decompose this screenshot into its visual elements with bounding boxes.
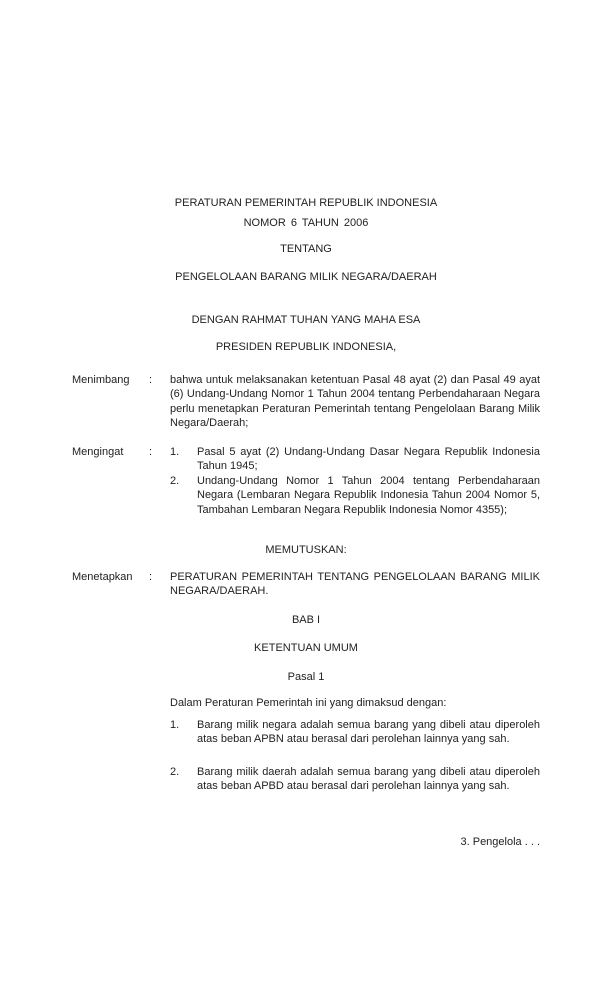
regulation-number: NOMOR 6 TAHUN 2006 [243, 217, 369, 229]
menimbang-text: bahwa untuk melaksanakan ketentuan Pasal 48 ayat (2) dan Pasal 49 ayat (6) Undang-Undang Nomor 1 Tahun 2004 tentang Perbendaharaan Negara perlu menetapkan Peraturan Pemerintah tentang Pengelolaan Barang Milik Negara/Daerah; [170, 374, 540, 429]
president-heading: PRESIDEN REPUBLIK INDONESIA, [215, 341, 397, 353]
mengingat-item-text: Undang-Undang Nomor 1 Tahun 2004 tentang Perbendaharaan Negara (Lembaran Negara Republik Indonesia Tahun 2004 Nomor 5, Tambahan Lembaran Negara Republik Indonesia Nomor 4355); [197, 475, 540, 516]
about-heading: TENTANG [280, 243, 332, 255]
definition-number: 1. [170, 719, 180, 731]
document-title: PERATURAN PEMERINTAH REPUBLIK INDONESIA [174, 197, 438, 209]
mengingat-label: Mengingat [72, 446, 124, 458]
regulation-subject: PENGELOLAAN BARANG MILIK NEGARA/DAERAH [175, 271, 437, 283]
mengingat-colon: : [149, 446, 153, 458]
page-continuation: 3. Pengelola . . . [460, 836, 540, 848]
menimbang-colon: : [149, 374, 153, 386]
menetapkan-text: PERATURAN PEMERINTAH TENTANG PENGELOLAAN BARANG MILIK NEGARA/DAERAH. [170, 571, 540, 598]
definition-number: 2. [170, 766, 180, 778]
chapter-title: KETENTUAN UMUM [254, 642, 358, 654]
invocation: DENGAN RAHMAT TUHAN YANG MAHA ESA [191, 314, 421, 326]
mengingat-item-number: 2. [170, 475, 180, 487]
menetapkan-colon: : [149, 571, 153, 583]
menimbang-label: Menimbang [72, 374, 130, 386]
article-heading: Pasal 1 [287, 671, 325, 683]
mengingat-item-text: Pasal 5 ayat (2) Undang-Undang Dasar Negara Republik Indonesia Tahun 1945; [197, 446, 540, 473]
definition-text: Barang milik daerah adalah semua barang yang dibeli atau diperoleh atas beban APBD atau berasal dari perolehan lainnya yang sah. [197, 766, 540, 793]
chapter-number: BAB I [291, 614, 321, 626]
definition-text: Barang milik negara adalah semua barang yang dibeli atau diperoleh atas beban APBN atau berasal dari perolehan lainnya yang sah. [197, 719, 540, 746]
mengingat-item-number: 1. [170, 446, 180, 458]
definitions-intro: Dalam Peraturan Pemerintah ini yang dimaksud dengan: [170, 697, 447, 709]
memutuskan-heading: MEMUTUSKAN: [265, 544, 347, 556]
menetapkan-label: Menetapkan [72, 571, 133, 583]
